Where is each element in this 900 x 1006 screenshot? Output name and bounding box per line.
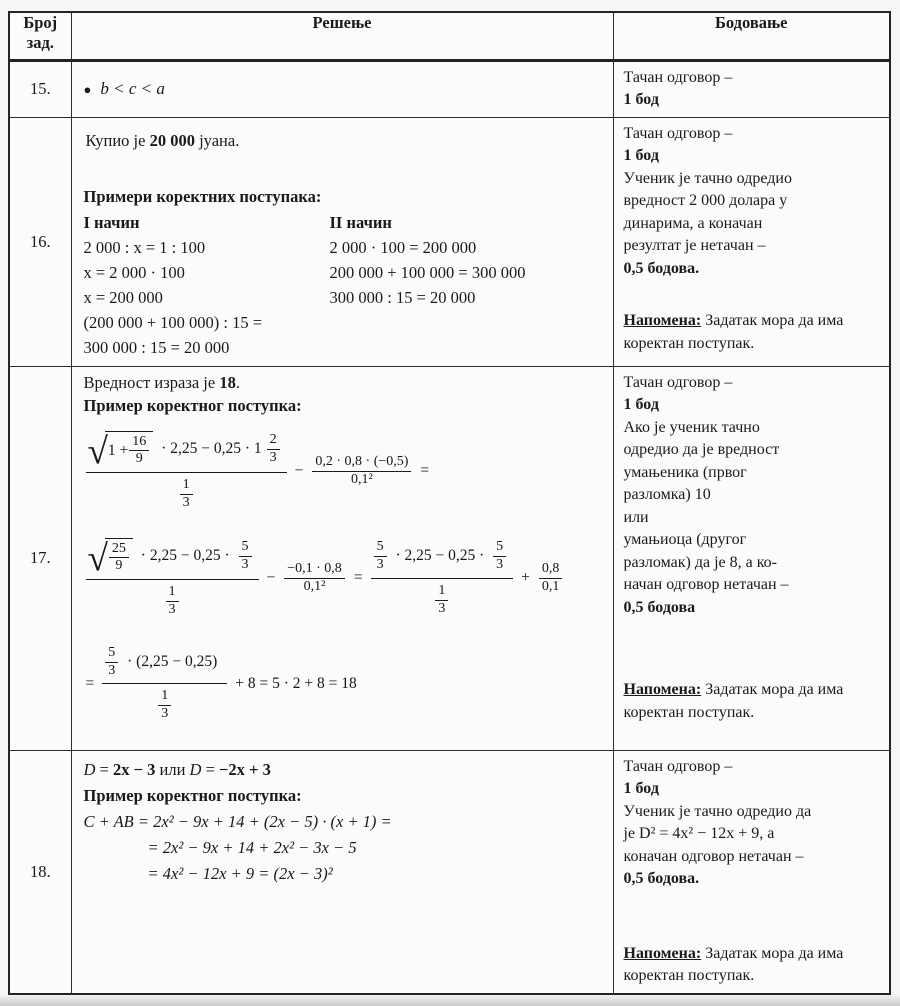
fraction-numerator: 5 [496, 539, 504, 555]
fraction-denominator: 9 [129, 450, 149, 468]
equals-operator: = [420, 462, 430, 480]
scoring-18-body-line: коначан одговор нетачан – [623, 847, 804, 865]
table-row-17 [9, 366, 890, 750]
scoring-17-body-line: разломка) 10 [623, 486, 711, 503]
scoring-18-body [624, 801, 882, 869]
scoring-cell-18 [613, 750, 890, 994]
problem-number-15: 15. [9, 60, 71, 117]
note-label: Напомена: [623, 681, 702, 698]
answer-expression: −2x + 3 [219, 759, 271, 779]
fraction-numerator: 1 [182, 477, 190, 493]
fraction-denominator: 3 [374, 556, 387, 574]
fraction [129, 434, 149, 469]
fraction-numerator: 5 [376, 539, 384, 555]
scoring-17-points: 1 бод [623, 396, 659, 413]
formula-tail: + 8 = 5 · 2 + 8 = 18 [235, 674, 357, 692]
big-fraction [371, 539, 514, 617]
method-2-step: 200 000 + 100 000 = 300 000 [329, 262, 526, 282]
radical-sign-icon: √ [87, 538, 108, 580]
intro-text: Купио је [85, 130, 150, 150]
method-1-step: x = 2 000 · 100 [83, 262, 185, 282]
fraction [166, 584, 179, 619]
scoring-18-body-line: Ученик је тачно одредио да [623, 802, 812, 820]
answer-expression-15: b < c < a [100, 79, 165, 98]
fraction-numerator [86, 431, 287, 473]
formula-text: · (2,25 − 0,25) [123, 653, 218, 671]
table-row-16 [9, 117, 890, 366]
answer-text: Вредност израза је [83, 372, 220, 392]
solution-16-methods [84, 210, 603, 360]
header-cell-solution: Решење [71, 12, 613, 60]
radicand [105, 431, 153, 469]
scoring-18-note [624, 943, 882, 988]
method-2-title: II начин [329, 212, 392, 232]
header-row [9, 12, 890, 60]
note-text: Задатак мора да има коректан поступак. [623, 312, 844, 352]
fraction-denominator [86, 472, 287, 512]
radical-sign-icon: √ [87, 431, 108, 473]
variable-d: D [189, 759, 202, 779]
header-broj-line1: Број [23, 13, 58, 32]
sqrt-radical [87, 431, 154, 473]
scoring-18-body-line: је D² = 4x² − 12x + 9, а [623, 825, 775, 842]
solution-18-example-title: Пример коректног поступка: [83, 785, 302, 805]
solution-cell-16 [71, 117, 613, 366]
formula-text: · 2,25 − 0,25 · 1 [157, 440, 262, 458]
big-fraction [86, 538, 259, 619]
fraction-numerator: 16 [132, 433, 147, 449]
answer-expression: 2x − 3 [112, 759, 156, 779]
minus-operator: − [294, 462, 304, 480]
fraction [158, 688, 171, 723]
fraction [284, 561, 345, 596]
scoring-17-body-line: умањиоца (другог [623, 531, 747, 548]
scoring-16-body-line: динарима, а коначан [623, 214, 763, 232]
scoring-17-body-line: разломак) да је 8, а ко- [623, 553, 777, 571]
method-1-step: 2 000 : x = 1 : 100 [83, 237, 206, 257]
fraction-denominator: 3 [267, 449, 280, 467]
formula-text: · 2,25 − 0,25 · [136, 547, 234, 565]
fraction-numerator: 5 [241, 539, 249, 555]
bullet-icon: ● [83, 81, 92, 97]
scoring-17-body-line: или [623, 508, 649, 526]
formula-line-3 [86, 645, 603, 723]
fraction [109, 541, 129, 576]
fraction-numerator [102, 645, 227, 684]
solution-16-examples-title: Примери коректних поступака: [83, 186, 322, 206]
scoring-15-points: 1 бод [623, 91, 659, 108]
answer-value: 18 [219, 372, 236, 392]
problem-number-17: 17. [9, 366, 71, 750]
formula-line-2 [86, 538, 603, 619]
header-cell-problem-number [9, 12, 71, 60]
fraction-numerator [86, 538, 259, 580]
radicand [105, 538, 133, 576]
method-2-step: 2 000 · 100 = 200 000 [329, 237, 477, 257]
fraction-denominator [86, 579, 259, 619]
fraction [539, 561, 563, 596]
table-row-18 [9, 750, 890, 994]
scoring-18-partial-points: 0,5 бодова. [623, 870, 700, 887]
scoring-cell-16 [613, 117, 890, 366]
scoring-cell-15 [613, 60, 890, 117]
scoring-16-line1: Тачан одговор – [623, 124, 733, 142]
fraction-numerator: 0,2 · 0,8 · (−0,5) [315, 453, 409, 469]
method-1-title: I начин [83, 212, 140, 232]
method-2-column [330, 210, 603, 360]
scoring-cell-17 [613, 366, 890, 750]
fraction-denominator: 3 [158, 705, 171, 723]
fraction-denominator: 3 [435, 600, 448, 618]
fraction [435, 583, 448, 618]
method-2-step: 300 000 : 15 = 20 000 [329, 287, 476, 307]
scoring-17-body-line: одредио да је вредност [623, 441, 780, 458]
solution-cell-17 [71, 366, 613, 750]
table-row-15 [9, 60, 890, 117]
note-label: Напомена: [623, 312, 702, 329]
fraction [312, 454, 411, 489]
scoring-16-body-line: резултат је нетачан – [623, 237, 766, 254]
solution-18-step: C + AB = 2x² − 9x + 14 + (2x − 5) · (x + 1) = [83, 811, 392, 831]
sqrt-radical [87, 538, 133, 580]
fraction [374, 539, 387, 574]
method-1-step: 300 000 : 15 = 20 000 [83, 337, 230, 357]
scoring-18-points: 1 бод [623, 780, 659, 797]
solution-cell-18 [71, 750, 613, 994]
grading-rubric-table [8, 11, 891, 995]
equals-text: = [201, 759, 220, 779]
scoring-16-body-line: вредност 2 000 долара у [623, 192, 788, 209]
problem-number-18: 18. [9, 750, 71, 994]
solution-18-step: = 2x² − 9x + 14 + 2x² − 3x − 5 [147, 837, 357, 857]
fraction-numerator: 25 [111, 540, 126, 556]
intro-amount: 20 000 [149, 130, 195, 150]
scoring-16-note [624, 310, 882, 355]
scoring-16-points: 1 бод [623, 147, 659, 164]
fraction-denominator: 3 [493, 556, 506, 574]
fraction-numerator: 1 [168, 584, 176, 600]
fraction-denominator: 3 [239, 556, 252, 574]
answer-tail: . [235, 372, 240, 392]
fraction-denominator: 9 [109, 557, 129, 575]
note-text: Задатак мора да има коректан поступак. [623, 944, 844, 984]
solution-cell-15 [71, 60, 613, 117]
equals-text: = [95, 759, 113, 779]
method-1-step: x = 200 000 [83, 287, 163, 307]
scoring-17-body-line: начан одговор нетачан – [623, 576, 789, 593]
scoring-17-note [624, 679, 882, 724]
fraction-denominator: 0,1² [284, 578, 345, 596]
fraction-denominator: 0,1 [539, 578, 563, 596]
fraction-numerator: 1 [161, 688, 169, 704]
fraction-denominator [371, 578, 514, 618]
note-label: Напомена: [623, 944, 702, 962]
fraction-denominator: 3 [105, 662, 118, 680]
fraction-denominator: 3 [180, 494, 193, 512]
fraction-numerator [371, 539, 514, 578]
scoring-16-partial-points: 0,5 бодова. [623, 259, 700, 277]
fraction [493, 539, 506, 574]
big-fraction [102, 645, 227, 723]
scoring-15-line1: Тачан одговор – [623, 68, 733, 86]
note-text: Задатак мора да има коректан поступак. [623, 681, 844, 721]
big-fraction [86, 431, 287, 512]
scoring-16-body [624, 168, 882, 258]
scoring-17-line1: Тачан одговор – [623, 373, 733, 391]
problem-number-16: 16. [9, 117, 71, 366]
equals-operator: = [85, 674, 95, 692]
fraction-numerator: −0,1 · 0,8 [287, 560, 342, 576]
fraction-denominator [102, 683, 227, 723]
formula-text: · 2,25 − 0,25 · [391, 547, 489, 565]
solution-15-answer-line [84, 79, 603, 99]
scoring-17-body-line: умањеника (првог [623, 463, 747, 481]
scoring-16-body-line: Ученик је тачно одредио [623, 169, 792, 187]
fraction-denominator: 3 [166, 601, 179, 619]
scoring-17-body-line: Ако је ученик тачно [623, 418, 760, 436]
fraction [180, 477, 193, 512]
scan-edge-shadow [0, 994, 900, 1006]
solution-17-example-title: Пример коректног поступка: [83, 395, 302, 415]
solution-17-answer [84, 373, 603, 393]
fraction-denominator: 0,1² [312, 471, 411, 489]
fraction [267, 432, 280, 467]
fraction-numerator: 2 [269, 432, 277, 447]
fraction-numerator: 5 [108, 644, 116, 660]
fraction-numerator: 1 [438, 582, 446, 598]
scoring-18-line1: Тачан одговор – [623, 757, 733, 775]
solution-18-step: = 4x² − 12x + 9 = (2x − 3)² [147, 863, 333, 883]
plus-operator: + [521, 569, 530, 587]
solution-16-intro [86, 128, 603, 154]
minus-operator: − [266, 569, 276, 587]
fraction-numerator: 0,8 [541, 560, 560, 576]
intro-tail: јуана. [194, 130, 240, 150]
header-cell-scoring: Бодовање [613, 12, 890, 60]
radicand-text: 1 + [107, 441, 129, 459]
scoring-17-body [624, 417, 882, 597]
variable-d: D [83, 759, 96, 779]
method-1-step: (200 000 + 100 000) : 15 = [83, 312, 263, 332]
fraction [105, 645, 118, 680]
formula-line-1 [86, 431, 603, 512]
scoring-17-partial-points: 0,5 бодова [623, 598, 696, 616]
or-text: или [155, 759, 190, 779]
method-1-column [84, 210, 330, 360]
fraction [239, 539, 252, 574]
solution-18-answer [84, 757, 603, 783]
header-broj-line2: зад. [26, 32, 54, 52]
equals-operator: = [353, 569, 363, 587]
